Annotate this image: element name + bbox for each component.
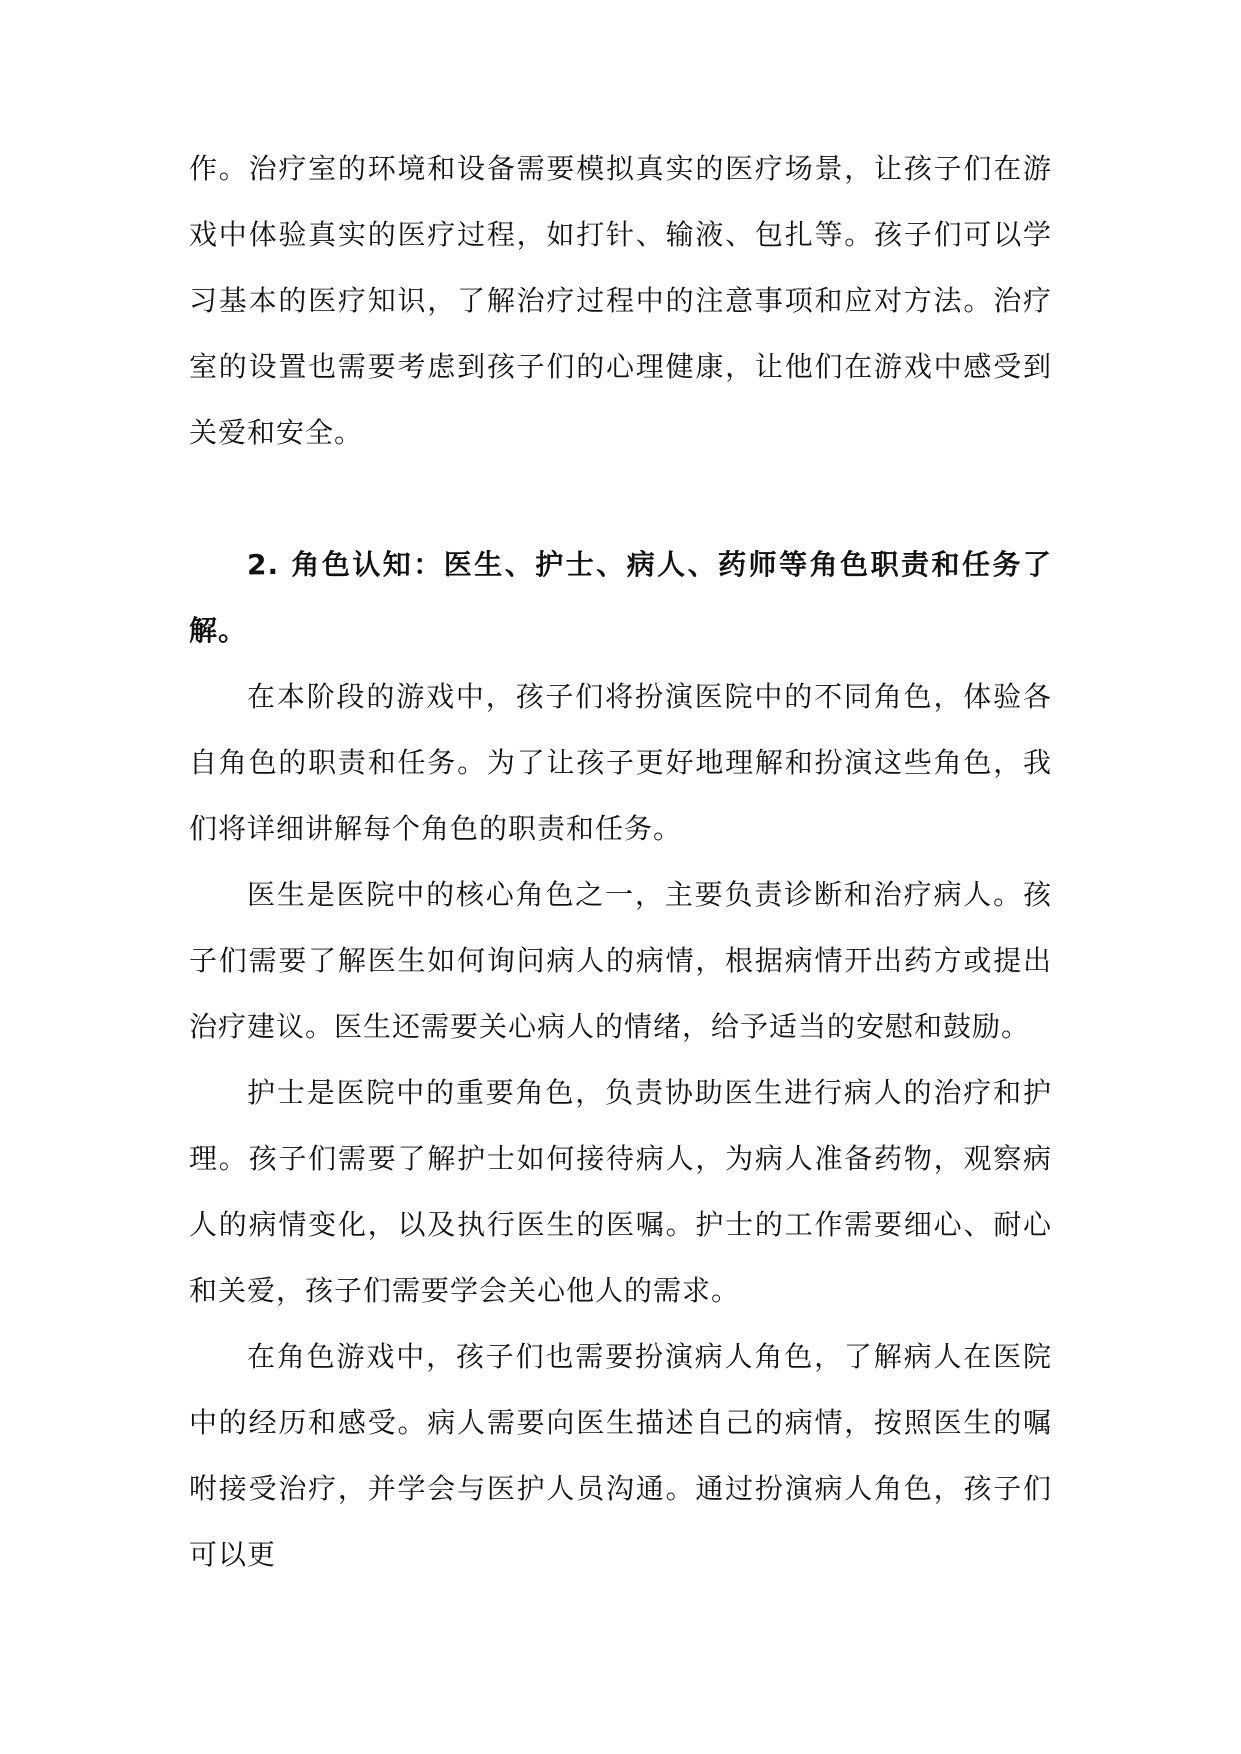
paragraph-doctor: 医生是医院中的核心角色之一，主要负责诊断和治疗病人。孩子们需要了解医生如何询问病人的病情，根据病情开出药方或提出治疗建议。医生还需要关心病人的情绪，给予适当的安慰和鼓励。 xyxy=(189,878,1052,1043)
document-body xyxy=(189,136,1052,1588)
paragraph-continued: 作。治疗室的环境和设备需要模拟真实的医疗场景，让孩子们在游戏中体验真实的医疗过程，如打针、输液、包扎等。孩子们可以学习基本的医疗知识，了解治疗过程中的注意事项和应对方法。治疗室的设置也需要考虑到孩子们的心理健康，让他们在游戏中感受到关爱和安全。 xyxy=(189,152,1052,449)
paragraph-intro: 在本阶段的游戏中，孩子们将扮演医院中的不同角色，体验各自角色的职责和任务。为了让孩子更好地理解和扮演这些角色，我们将详细讲解每个角色的职责和任务。 xyxy=(189,680,1052,845)
paragraph-nurse: 护士是医院中的重要角色，负责协助医生进行病人的治疗和护理。孩子们需要了解护士如何接待病人，为病人准备药物，观察病人的病情变化，以及执行医生的医嘱。护士的工作需要细心、耐心和关爱，孩子们需要学会关心他人的需求。 xyxy=(189,1076,1052,1307)
paragraph-patient: 在角色游戏中，孩子们也需要扮演病人角色，了解病人在医院中的经历和感受。病人需要向医生描述自己的病情，按照医生的嘱咐接受治疗，并学会与医护人员沟通。通过扮演病人角色，孩子们可以更 xyxy=(189,1340,1052,1571)
section-heading: 2. 角色认知：医生、护士、病人、药师等角色职责和任务了解。 xyxy=(189,548,1052,647)
